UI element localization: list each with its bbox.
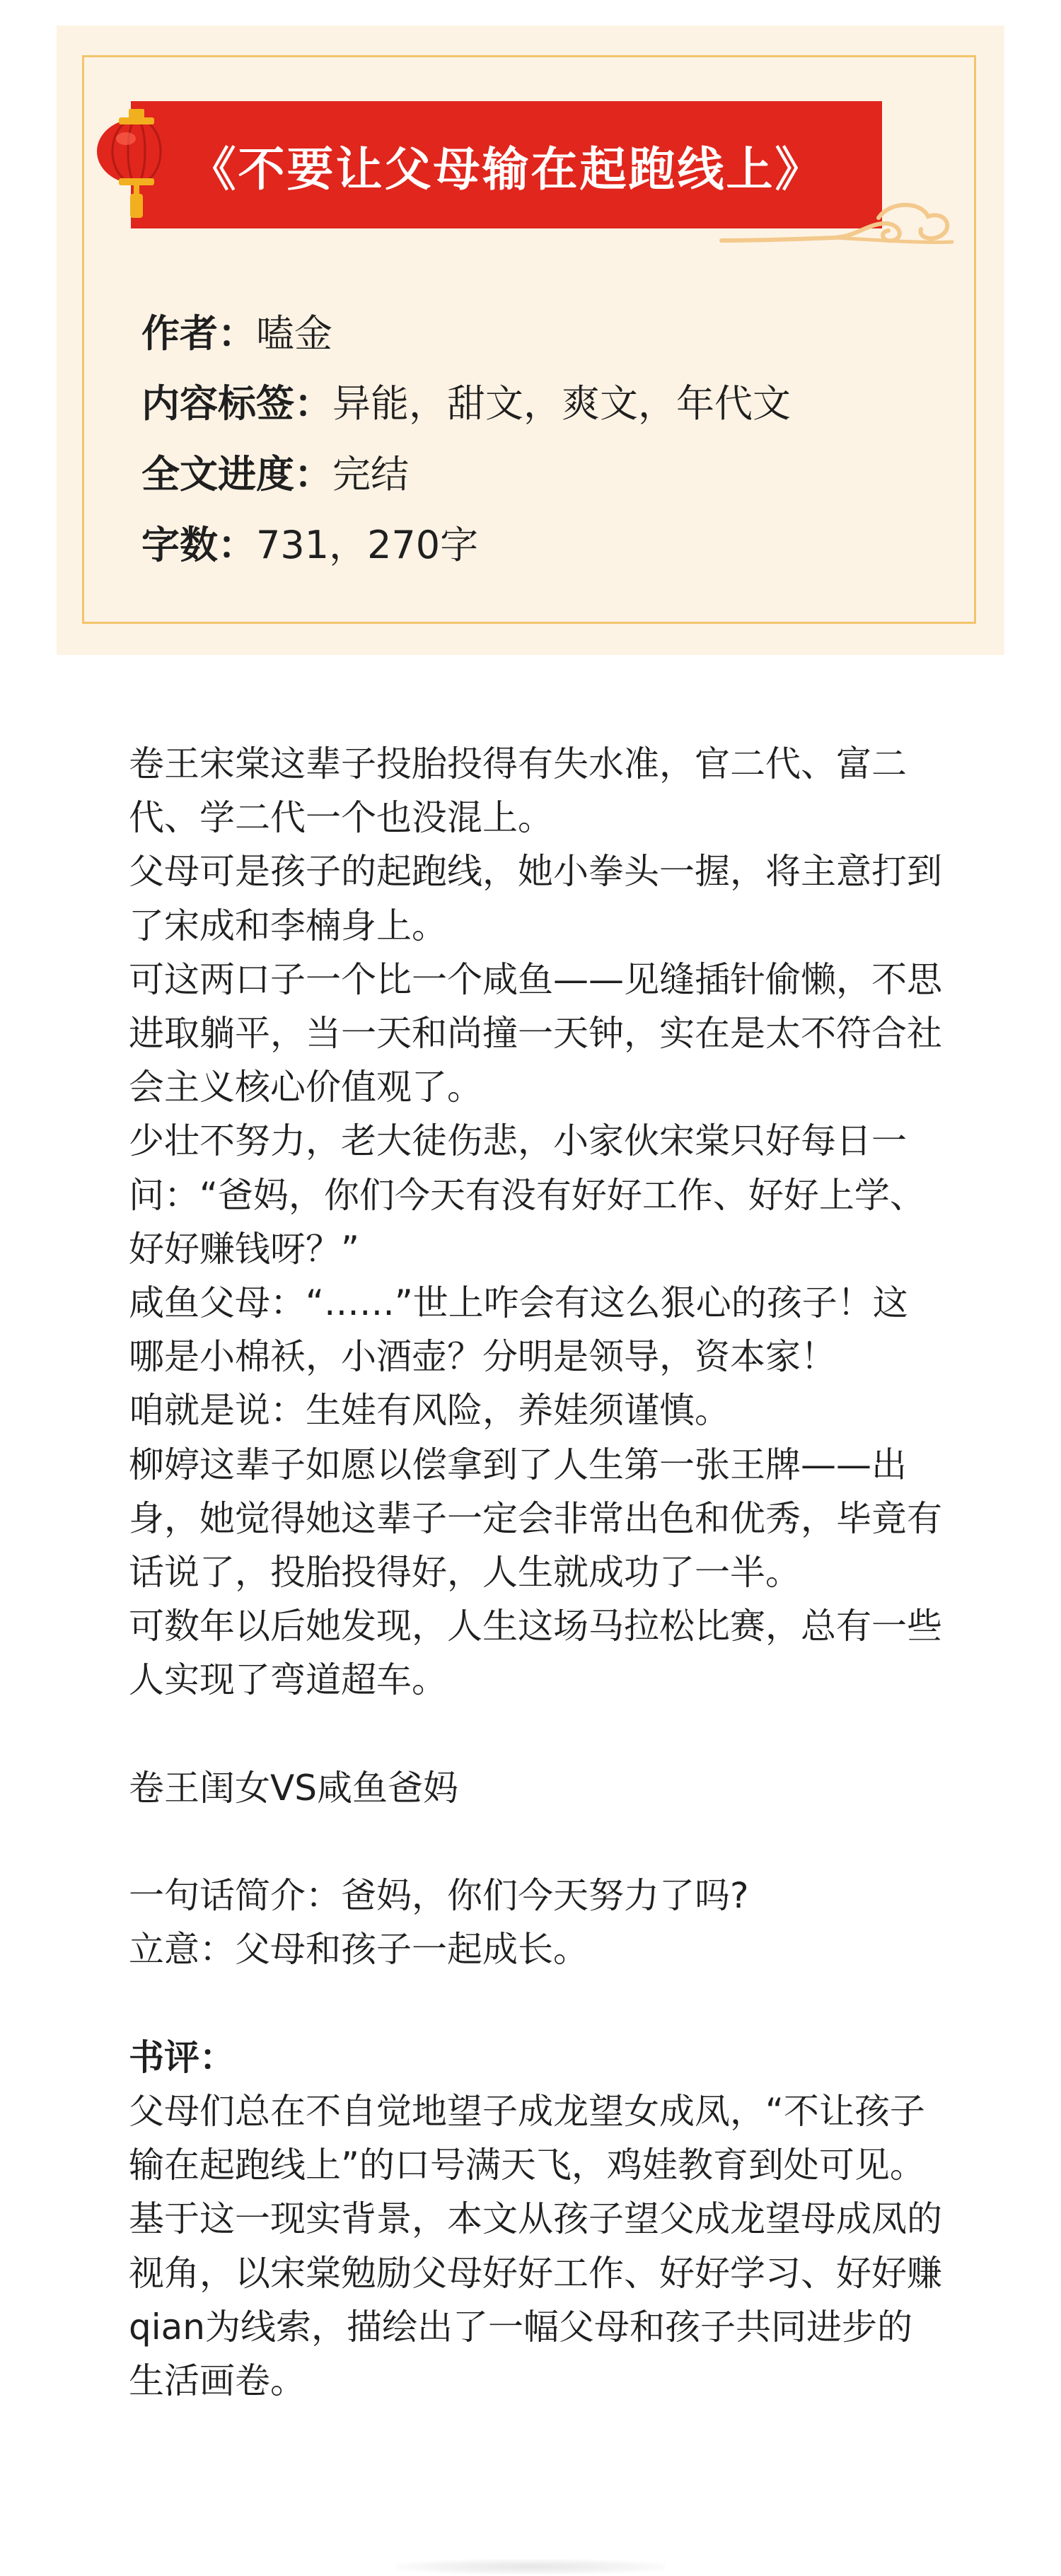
- synopsis-paragraph: 卷王宋棠这辈子投胎投得有失水准，官二代、富二代、学二代一个也没混上。: [129, 743, 907, 839]
- one-line-summary: 一句话简介：爸妈，你们今天努力了吗?: [129, 1875, 749, 1917]
- auspicious-cloud-icon: [714, 197, 955, 253]
- bottom-shadow: [396, 2559, 665, 2575]
- tagline: 卷王闺女VS咸鱼爸妈: [129, 1767, 458, 1809]
- synopsis-paragraph: 咸鱼父母：“……”世上咋会有这么狠心的孩子！这哪是小棉袄，小酒壶？分明是领导，资本家！: [129, 1282, 908, 1378]
- synopsis-paragraph: 可数年以后她发现，人生这场马拉松比赛，总有一些人实现了弯道超车。: [129, 1606, 942, 1701]
- meta-tags: [141, 381, 791, 427]
- tags-value: 异能，甜文，爽文，年代文: [332, 381, 791, 426]
- red-lantern-icon: [91, 108, 182, 221]
- progress-label: 全文进度：: [141, 452, 332, 497]
- progress-value: 完结: [332, 452, 409, 497]
- article-body: [129, 737, 942, 2408]
- review-heading: 书评：: [129, 2036, 235, 2078]
- synopsis-paragraph: 咱就是说：生娃有风险，养娃须谨慎。: [129, 1390, 730, 1432]
- author-label: 作者：: [141, 311, 256, 356]
- synopsis-paragraph: 父母可是孩子的起跑线，她小拳头一握，将主意打到了宋成和李楠身上。: [129, 851, 942, 946]
- theme-line: 立意：父母和孩子一起成长。: [129, 1929, 589, 1971]
- book-title: 《不要让父母输在起跑线上》: [189, 141, 824, 197]
- synopsis-paragraph: 少壮不努力，老大徒伤悲，小家伙宋棠只好每日一问：“爸妈，你们今天有没有好好工作、好好上学、好好赚钱呀？”: [129, 1120, 925, 1270]
- meta-progress: [141, 452, 409, 497]
- wordcount-label: 字数：: [141, 523, 256, 567]
- wordcount-value: 731，270字: [256, 523, 479, 567]
- author-value: 嗑金: [256, 311, 332, 356]
- review-text: 父母们总在不自觉地望子成龙望女成凤，“不让孩子输在起跑线上”的口号满天飞，鸡娃教育到处可见。基于这一现实背景，本文从孩子望父成龙望母成凤的视角，以宋棠勉励父母好好工作、好好学习、好好赚qian为线索，描绘出了一幅父母和孩子共同进步的生活画卷。: [129, 2091, 942, 2402]
- meta-wordcount: [141, 523, 478, 568]
- synopsis-paragraph: 柳婷这辈子如愿以偿拿到了人生第一张王牌——出身，她觉得她这辈子一定会非常出色和优秀，毕竟有话说了，投胎投得好，人生就成功了一半。: [129, 1444, 942, 1594]
- meta-author: [141, 311, 332, 356]
- tags-label: 内容标签：: [141, 381, 332, 426]
- synopsis-paragraph: 可这两口子一个比一个咸鱼——见缝插针偷懒，不思进取躺平，当一天和尚撞一天钟，实在是太不符合社会主义核心价值观了。: [129, 958, 942, 1108]
